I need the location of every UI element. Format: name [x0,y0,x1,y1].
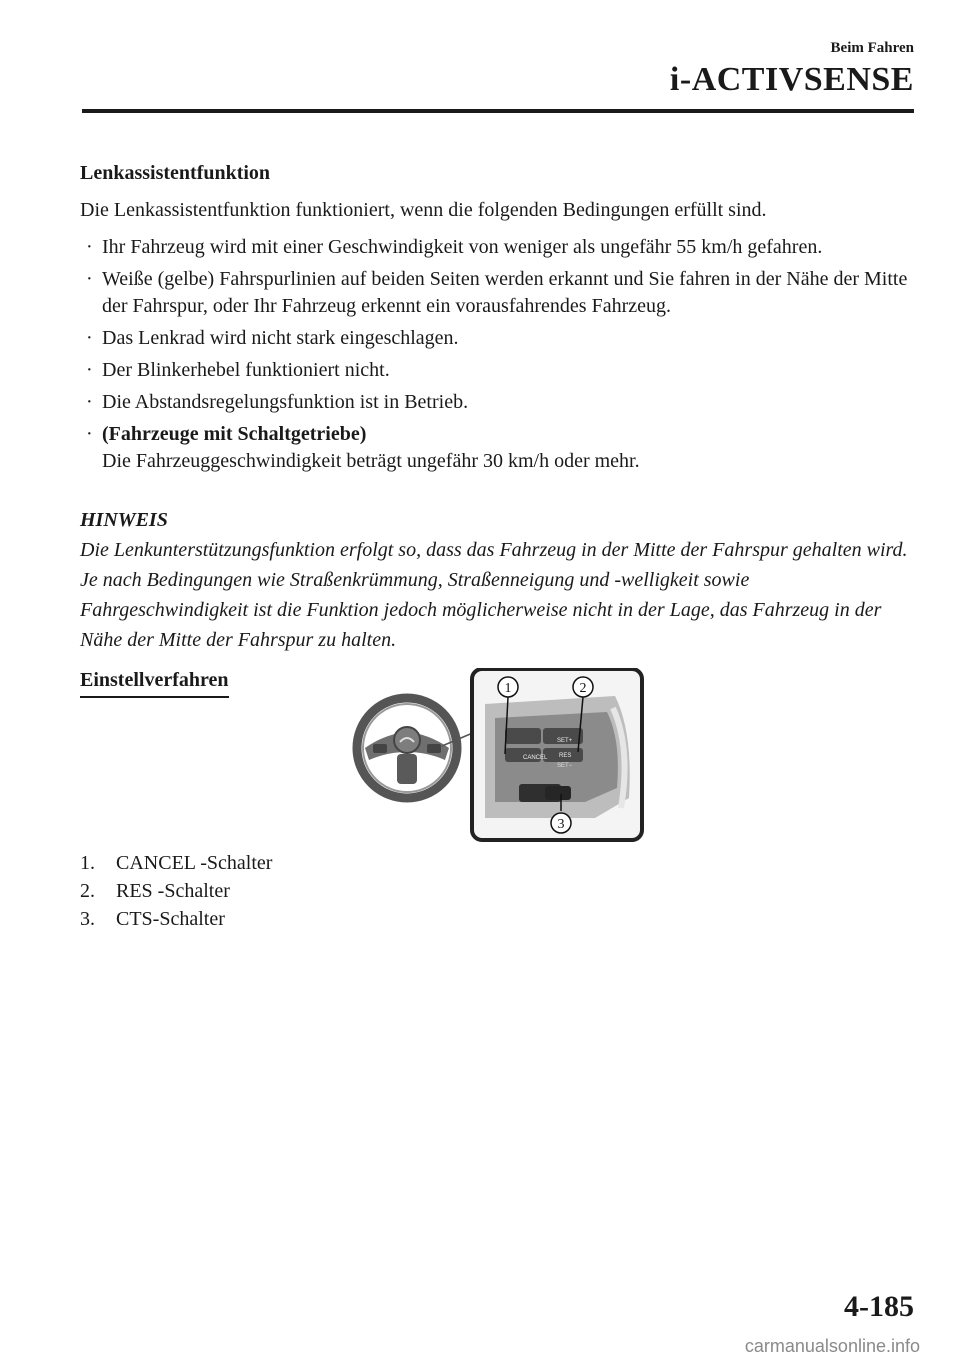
list-item [80,421,920,475]
note-block [80,505,920,655]
bullet-icon: · [86,327,93,349]
watermark: carmanualsonline.info [744,1336,920,1356]
list-item-text: Weiße (gelbe) Fahrspurlinien auf beiden Seiten werden erkannt und Sie fahren in der Nähe der Mitte der Fahrspur, oder Ihr Fahrzeug erkennt ein vorausfahrendes Fahrzeug. [102,268,908,317]
list-item-text: Ihr Fahrzeug wird mit einer Geschwindigkeit von weniger als ungefähr 55 km/h gefahren. [102,236,823,258]
figure-legend [80,849,272,933]
legend-number: 3. [80,908,95,930]
bullet-icon: · [86,391,93,413]
res-button-label: RES [559,753,572,759]
legend-label: CANCEL -Schalter [116,852,273,874]
note-text: Die Lenkunterstützungsfunktion erfolgt so, dass das Fahrzeug in der Mitte der Fahrspur gehalten wird. Je nach Bedingungen wie Straßenkrümmung, Straßenneigung und -welligkeit sowie Fahrgeschwindigkeit ist die Funktion jedoch möglicherweise nicht in der Lage, das Fahrzeug in der Nähe der Mitte der Fahrspur zu halten. [80,539,908,651]
steering-wheel-illustration [345,668,645,843]
bullet-icon: · [86,423,93,445]
callout-number: 1 [504,681,512,696]
list-item-text: Das Lenkrad wird nicht stark eingeschlagen. [102,327,459,349]
section-title: Beim Fahren [830,40,914,56]
cancel-button-label: CANCEL [523,755,548,761]
list-item [80,266,920,320]
bullet-icon: · [86,359,93,381]
set-minus-button-label: SET− [557,763,573,769]
list-item [80,234,920,261]
list-item [80,389,920,416]
header-divider [82,109,914,113]
page-number: 4-185 [844,1290,914,1323]
intro-paragraph: Die Lenkassistentfunktion funktioniert, wenn die folgenden Bedingungen erfüllt sind. [80,199,767,221]
note-title: HINWEIS [80,509,168,531]
set-plus-button-label: SET+ [557,738,573,744]
legend-label: RES -Schalter [116,880,230,902]
section-heading: Lenkassistentfunktion [80,162,271,184]
callout-number: 2 [579,681,587,696]
steering-wheel-icon [357,698,457,798]
list-item [80,325,920,352]
legend-number: 2. [80,880,95,902]
procedure-heading: Einstellverfahren [80,667,229,698]
list-item-title: (Fahrzeuge mit Schaltgetriebe) [102,423,367,445]
list-item-text: Der Blinkerhebel funktioniert nicht. [102,359,390,381]
legend-number: 1. [80,852,95,874]
list-item-text: Die Abstandsregelungsfunktion ist in Betrieb. [102,391,469,413]
legend-item [80,905,272,933]
legend-item [80,877,272,905]
legend-item [80,849,272,877]
bullet-icon: · [86,236,93,258]
callout-number: 3 [557,817,565,832]
list-item-text: Die Fahrzeuggeschwindigkeit beträgt ungefähr 30 km/h oder mehr. [102,450,640,472]
bullet-icon: · [86,268,93,290]
legend-label: CTS-Schalter [116,908,225,930]
control-panel-closeup [472,669,642,840]
page-content [80,160,920,698]
condition-list [80,234,920,475]
list-item [80,357,920,384]
chapter-title: i-ACTIVSENSE [669,61,914,98]
